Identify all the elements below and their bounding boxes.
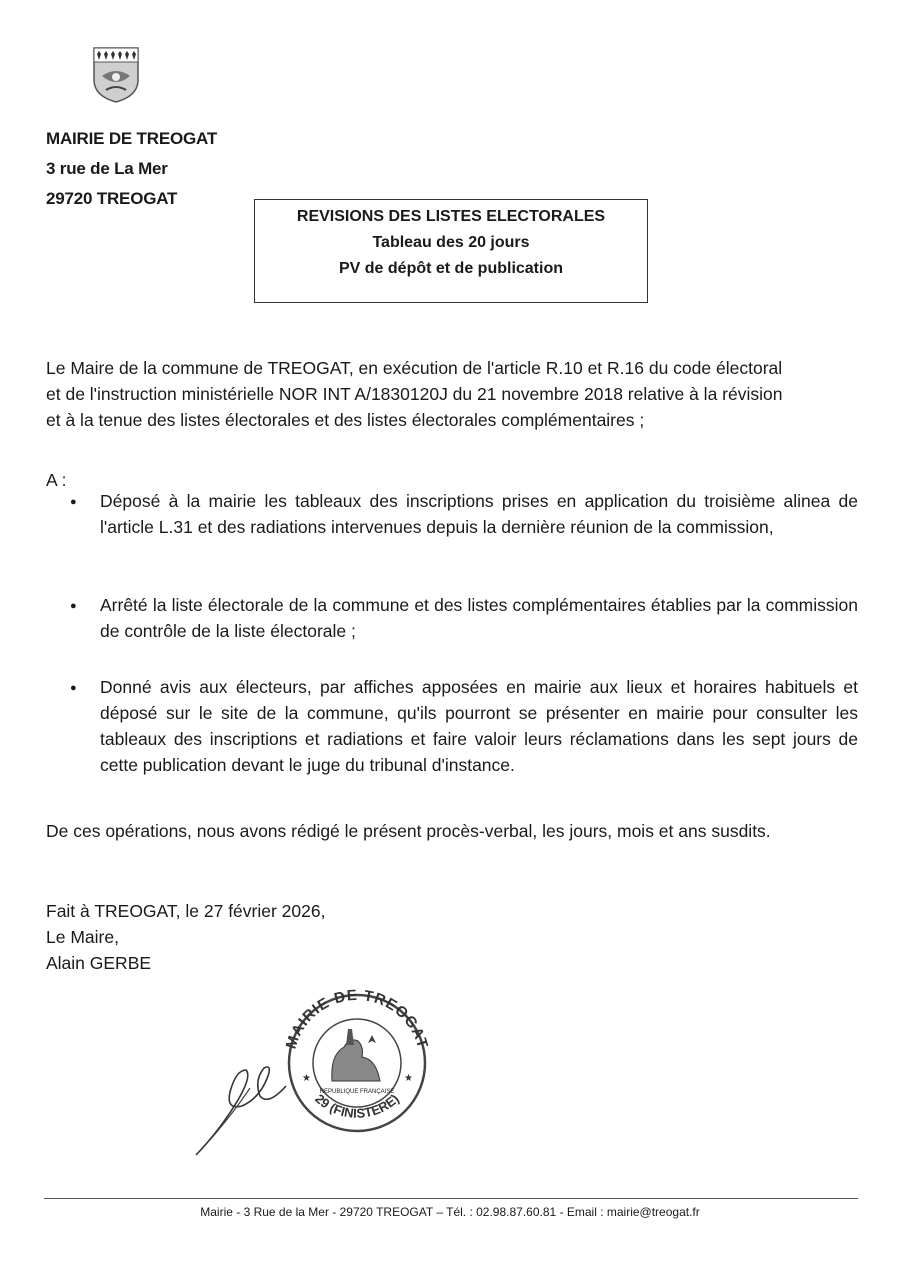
sender-address <box>46 124 217 214</box>
bullet-deposit: ● Déposé à la mairie les tableaux des inscriptions prises en application du troisième alinea de l'article L.31 et des radiations intervenues depuis la dernière réunion de la commission, <box>46 488 858 540</box>
title-line-2: Tableau des 20 jours <box>372 234 530 251</box>
sender-street: 3 rue de La Mer <box>46 159 168 178</box>
signer-role: Le Maire, <box>46 927 119 947</box>
bullet-list-3 <box>46 674 858 778</box>
signer-name: Alain GERBE <box>46 953 152 973</box>
title-line-3: PV de dépôt et de publication <box>338 260 563 277</box>
footer-contact: Mairie - 3 Rue de la Mer - 29720 TREOGAT – Tél. : 02.98.87.60.81 - Email : mairie@treogat.fr <box>200 1205 700 1219</box>
sender-name: MAIRIE DE TREOGAT <box>46 129 218 148</box>
place-date: Fait à TREOGAT, le 27 février 2026, <box>46 901 326 921</box>
signature-block <box>46 898 325 976</box>
intro-paragraph <box>46 355 858 433</box>
stamp-top-text: MAIRIE DE TREOGAT <box>282 986 432 1051</box>
footer-divider <box>44 1198 858 1199</box>
title-line-1: REVISIONS DES LISTES ELECTORALES <box>296 208 606 225</box>
document-title-box <box>254 199 648 303</box>
town-crest-icon <box>92 46 140 104</box>
a-label: A : <box>46 470 67 490</box>
svg-text:★: ★ <box>404 1073 413 1084</box>
bullet-notice: ● Donné avis aux électeurs, par affiches apposées en mairie aux lieux et horaires habituels et déposé sur le site de la commune, qu'ils pourront se présenter en mairie pour consulter les tableaux des inscriptions et radiations et faire valoir leurs réclamations dans les sept jours de cette publication devant le juge du tribunal d'instance. <box>46 674 858 778</box>
intro-line-3: et à la tenue des listes électorales et des listes électorales complémentaires ; <box>46 410 645 430</box>
closing-paragraph: De ces opérations, nous avons rédigé le présent procès-verbal, les jours, mois et ans susdits. <box>46 821 771 841</box>
intro-line-1: Le Maire de la commune de TREOGAT, en exécution de l'article R.10 et R.16 du code électoral <box>46 358 783 378</box>
sender-city: 29720 TREOGAT <box>46 189 178 208</box>
stamp-inner-text: REPUBLIQUE FRANÇAISE <box>319 1089 395 1095</box>
intro-line-2: et de l'instruction ministérielle NOR INT A/1830120J du 21 novembre 2018 relative à la révision <box>46 384 783 404</box>
svg-text:★: ★ <box>302 1073 311 1084</box>
bullet-list-1 <box>46 488 858 540</box>
stamp-bottom-text: 29 (FINISTERE) <box>312 1090 402 1121</box>
official-stamp <box>272 985 442 1133</box>
marianne-emblem-icon <box>332 1029 380 1081</box>
svg-text:29 (FINISTERE) <box>312 1091 402 1121</box>
bullet-list-2 <box>46 592 858 644</box>
bullet-list-closure: ● Arrêté la liste électorale de la commune et des listes complémentaires établies par la commission de contrôle de la liste électorale ; <box>46 592 858 644</box>
